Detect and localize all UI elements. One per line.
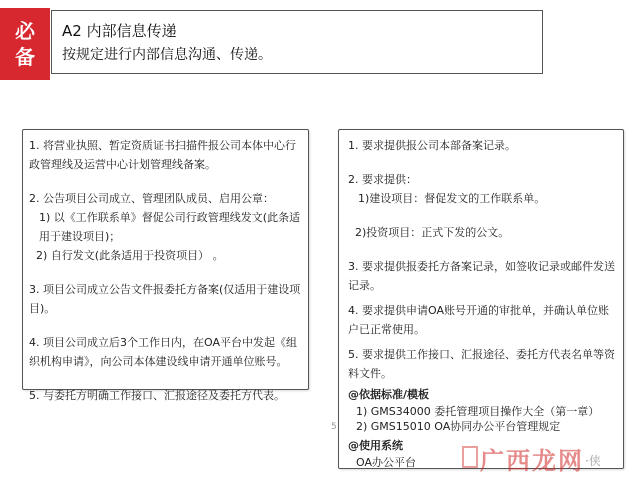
left-requirements-panel [22, 129, 309, 402]
basis-ref-2: 2) GMS15010 OA协同办公平台管理规定 [356, 420, 561, 433]
left-item-2-sub-1: 1) 以《工作联系单》督促公司行政管理线发文(此条适用于建设项目)； [39, 211, 301, 243]
page-title: A2 内部信息传递 [62, 22, 177, 40]
left-item-4: 4. 项目公司成立后3个工作日内，在OA平台中发起《组织机构申请》，向公司本体建设线申请开通单位账号。 [29, 336, 297, 368]
basis-ref-1: 1) GMS34000 委托管理项目操作大全（第一章） [356, 405, 600, 418]
right-item-2-sub-1: 1)建设项目：督促发文的工作联系单。 [358, 192, 546, 205]
left-item-3: 3. 项目公司成立公告文件报委托方备案(仅适用于建设项目)。 [29, 283, 301, 315]
section-badge [0, 8, 50, 80]
page-number: 5 [331, 422, 337, 432]
right-item-5: 5. 要求提供工作接口、汇报途径、委托方代表名单等资料文件。 [348, 348, 615, 380]
right-item-4: 4. 要求提供申请OA账号开通的审批单，并确认单位账户已正常使用。 [348, 304, 609, 336]
watermark-text: 广西龙网 [480, 447, 584, 475]
left-item-1: 1. 将营业执照、暂定资质证书扫描件报公司本体中心行政管理线及运营中心计划管理线备案。 [29, 139, 296, 171]
badge-char-2: 备 [15, 45, 35, 69]
right-item-3: 3. 要求提供报委托方备案记录，如签收记录或邮件发送记录。 [348, 260, 615, 292]
left-item-2-sub-2: 2) 自行发文(此条适用于投资项目） 。 [36, 249, 224, 262]
system-heading: @使用系统 [348, 439, 403, 452]
header-box [51, 10, 543, 74]
left-item-2-title: 2. 公告项目公司成立、管理团队成员、启用公章： [29, 192, 274, 205]
page-subtitle: 按规定进行内部信息沟通、传递。 [62, 47, 272, 63]
badge-char-1: 必 [15, 19, 35, 43]
right-evidence-panel [338, 129, 624, 469]
system-item-1: OA办公平台 [356, 456, 416, 469]
left-item-5: 5. 与委托方明确工作接口、汇报途径及委托方代表。 [29, 389, 285, 402]
right-item-2-title: 2. 要求提供： [348, 173, 417, 186]
right-item-1: 1. 要求提供报公司本部备案记录。 [348, 139, 516, 152]
watermark-logo-icon [462, 446, 478, 468]
basis-heading: @依据标准/模板 [348, 388, 430, 401]
right-item-2-sub-2: 2)投资项目：正式下发的公文。 [355, 226, 510, 239]
watermark-site: ·侠 [585, 454, 601, 468]
